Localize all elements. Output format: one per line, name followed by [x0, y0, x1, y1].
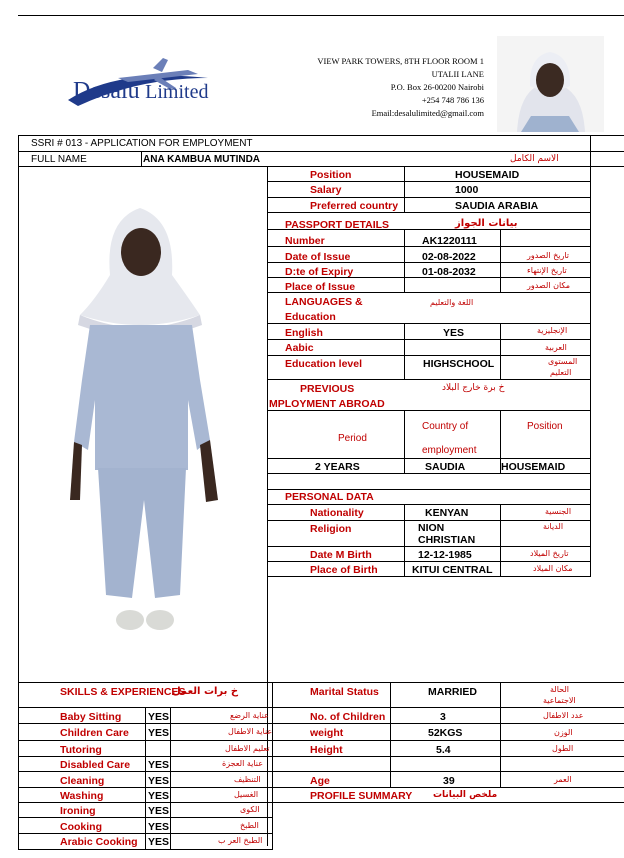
- height-label: Height: [310, 744, 343, 756]
- religion-value-2: CHRISTIAN: [418, 534, 476, 546]
- height-ar: الطول: [552, 744, 574, 753]
- salary-value: 1000: [455, 184, 479, 196]
- col-position: Position: [527, 421, 563, 432]
- religion-ar: الديانة: [543, 522, 564, 531]
- weight-value: 52KGS: [428, 727, 463, 739]
- salary-label: Salary: [310, 184, 342, 196]
- english-label: English: [285, 327, 323, 339]
- issue-date-ar: تاريخ الصدور: [527, 251, 569, 260]
- pob-value: KITUI CENTRAL: [412, 564, 493, 576]
- languages-heading-ar: اللغة والتعليم: [430, 298, 474, 307]
- skill-value: YES: [148, 836, 170, 848]
- issue-date-value: 02-08-2022: [422, 251, 476, 263]
- english-value: YES: [443, 327, 465, 339]
- children-label: No. of Children: [310, 711, 386, 723]
- english-ar: الإنجليزية: [537, 326, 568, 335]
- issue-place-label: Place of Issue: [285, 281, 356, 293]
- weight-label: weight: [310, 727, 344, 739]
- address-line: P.O. Box 26-00200 Nairobi: [390, 82, 484, 92]
- company-name-1: Desalu: [73, 78, 140, 104]
- height-value: 5.4: [436, 744, 451, 756]
- education-ar-2: التعليم: [550, 368, 572, 377]
- form-title: SSRI # 013 - APPLICATION FOR EMPLOYMENT: [31, 138, 253, 149]
- issue-date-label: Date of Issue: [285, 251, 351, 263]
- skill-label: Disabled Care: [60, 759, 131, 771]
- arabic-label: Aabic: [285, 342, 314, 354]
- arabic-ar: العربية: [545, 343, 567, 352]
- profile-summary-ar: ملخص البيانات: [433, 790, 498, 800]
- skill-ar: الطبخ: [240, 821, 259, 830]
- personal-heading: PERSONAL DATA: [285, 491, 374, 503]
- skill-value: YES: [148, 775, 170, 787]
- skills-heading-ar: خ برات العمل: [172, 686, 239, 697]
- weight-ar: الوزن: [554, 728, 573, 737]
- col-period: Period: [338, 433, 367, 444]
- passport-heading-ar: بيانات الجواز: [455, 218, 518, 229]
- languages-heading-2: Education: [285, 311, 336, 323]
- full-name-ar: الاسم الكامل: [510, 154, 559, 164]
- company-address: [258, 56, 484, 121]
- skill-label: Tutoring: [60, 744, 102, 756]
- skill-ar: تعليم الاطفال: [225, 744, 270, 753]
- skill-value: YES: [148, 821, 170, 833]
- marital-ar-1: الحالة: [550, 685, 569, 694]
- education-ar-1: المستوى: [548, 357, 578, 366]
- position-label: Position: [310, 169, 352, 181]
- col-country-1: Country of: [422, 421, 469, 432]
- dob-value: 12-12-1985: [418, 549, 472, 561]
- company-name-2: Limited: [145, 81, 209, 103]
- skill-label: Cleaning: [60, 775, 105, 787]
- prev-country: SAUDIA: [425, 461, 466, 473]
- profile-summary-label: PROFILE SUMMARY: [310, 790, 413, 802]
- skill-value: YES: [148, 790, 170, 802]
- children-ar: عدد الاطفال: [543, 711, 584, 720]
- prev-position: HOUSEMAID: [501, 461, 566, 473]
- pob-ar: مكان الميلاد: [533, 564, 573, 573]
- country-value: SAUDIA ARABIA: [455, 200, 539, 212]
- skill-ar: الكوى: [240, 805, 260, 814]
- education-value: HIGHSCHOOL: [423, 358, 495, 370]
- skill-label: Ironing: [60, 805, 96, 817]
- dob-ar: تاريخ الميلاد: [530, 549, 569, 558]
- skill-ar: عناية الاطفال: [228, 727, 273, 736]
- skill-value: YES: [148, 759, 170, 771]
- expiry-date-label: D:te of Expiry: [285, 266, 354, 278]
- skill-value: YES: [148, 805, 170, 817]
- nationality-ar: الجنسية: [545, 507, 572, 516]
- dob-label: Date M Birth: [310, 549, 372, 561]
- age-label: Age: [310, 775, 330, 787]
- col-country-2: employment: [422, 445, 477, 456]
- address-line: Email:desalulimited@gmail.com: [371, 108, 484, 118]
- education-label: Education level: [285, 358, 363, 370]
- religion-label: Religion: [310, 523, 352, 535]
- pob-label: Place of Birth: [310, 564, 378, 576]
- previous-heading-ar: خ برة خارج البلاد: [442, 383, 505, 393]
- marital-ar-2: الاجتماعية: [543, 696, 576, 705]
- skill-ar: الغسيل: [234, 790, 259, 799]
- skill-ar: عناية الرضع: [230, 711, 269, 720]
- previous-heading-1: PREVIOUS: [300, 383, 355, 395]
- skills-heading: SKILLS & EXPERIENCES: [60, 686, 186, 698]
- marital-value: MARRIED: [428, 686, 477, 698]
- age-ar: العمر: [554, 775, 572, 784]
- full-name-value: ANA KAMBUA MUTINDA: [143, 154, 261, 165]
- country-label: Preferred country: [310, 200, 399, 212]
- address-line: VIEW PARK TOWERS, 8TH FLOOR ROOM 1: [317, 56, 484, 66]
- nationality-label: Nationality: [310, 507, 364, 519]
- logo-wordmark: [73, 78, 208, 105]
- nationality-value: KENYAN: [425, 507, 469, 519]
- issue-place-ar: مكان الصدور: [527, 281, 571, 290]
- passport-heading: PASSPORT DETAILS: [285, 219, 390, 231]
- skill-ar: الطبخ العر ب: [218, 836, 263, 845]
- skill-label: Arabic Cooking: [60, 836, 138, 848]
- skill-label: Washing: [60, 790, 104, 802]
- address-line: +254 748 786 136: [421, 95, 484, 105]
- header: [18, 15, 624, 136]
- address-line: UTALII LANE: [431, 69, 484, 79]
- skill-value: YES: [148, 727, 170, 739]
- age-value: 39: [443, 775, 455, 787]
- children-value: 3: [440, 711, 446, 723]
- skill-label: Cooking: [60, 821, 102, 833]
- skill-label: Children Care: [60, 727, 129, 739]
- full-name-label: FULL NAME: [31, 154, 87, 165]
- languages-heading-1: LANGUAGES &: [285, 296, 363, 308]
- skill-ar: التنظيف: [234, 775, 261, 784]
- full-body-photo: [60, 200, 230, 645]
- expiry-date-value: 01-08-2032: [422, 266, 476, 278]
- skill-value: YES: [148, 711, 170, 723]
- passport-photo: [497, 36, 604, 132]
- expiry-date-ar: تاريخ الإنتهاء: [527, 266, 567, 275]
- previous-heading-2: MPLOYMENT ABROAD: [269, 398, 385, 410]
- skill-label: Baby Sitting: [60, 711, 122, 723]
- religion-value-1: NION: [418, 522, 445, 534]
- position-value: HOUSEMAID: [455, 169, 520, 181]
- prev-period: 2 YEARS: [315, 461, 360, 473]
- marital-label: Marital Status: [310, 686, 379, 698]
- passport-number-label: Number: [285, 235, 325, 247]
- skill-ar: عناية العجزة: [222, 759, 263, 768]
- passport-number-value: AK1220111: [422, 235, 477, 247]
